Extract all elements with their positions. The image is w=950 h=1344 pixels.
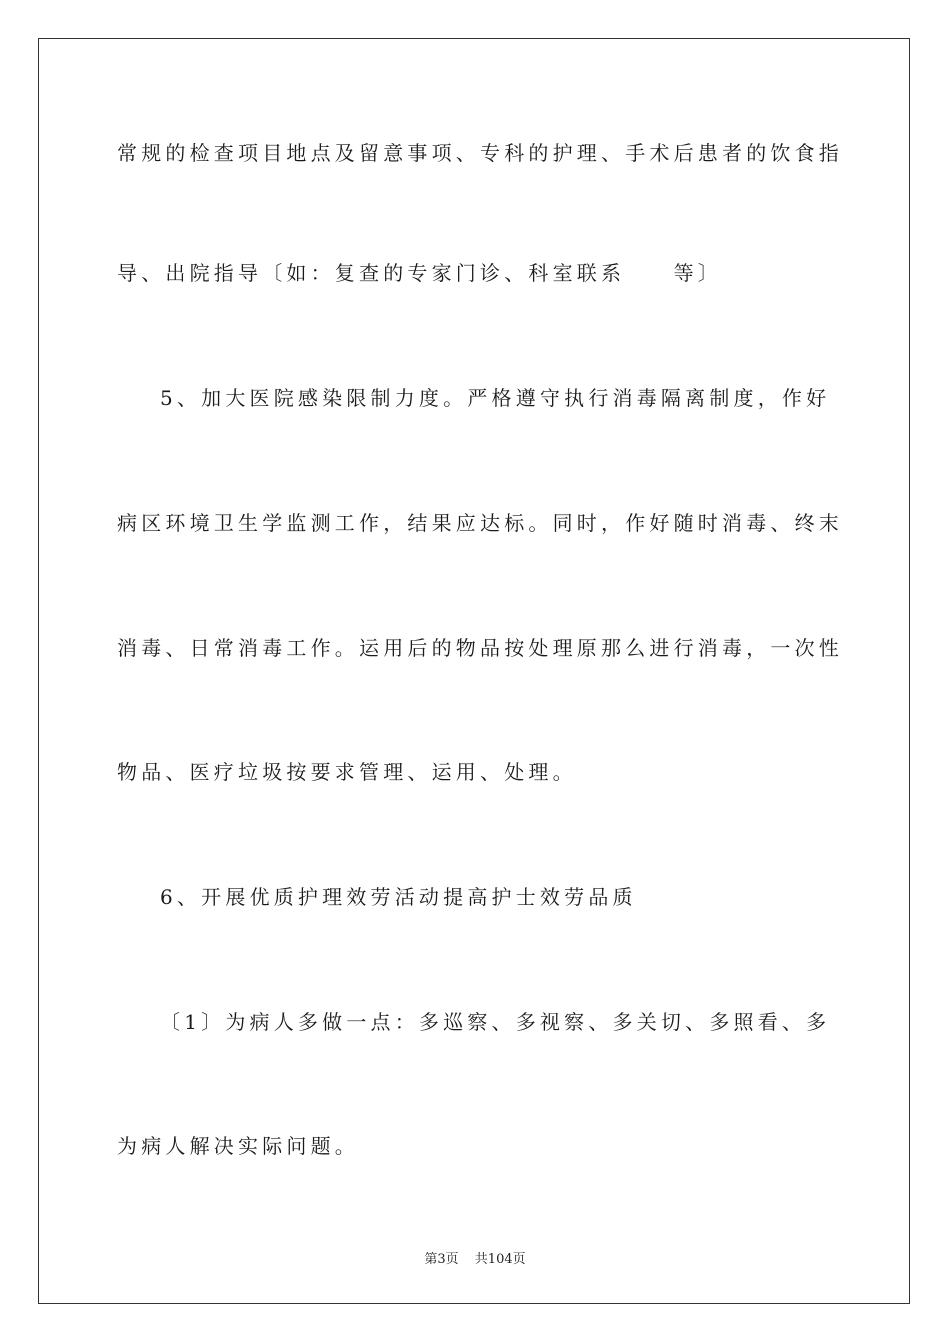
page-border xyxy=(38,38,910,1304)
page-number: 第3页 xyxy=(424,1252,459,1267)
page-footer xyxy=(0,1248,950,1267)
paragraph-line: 消毒、日常消毒工作。运用后的物品按处理原那么进行消毒，一次性 xyxy=(117,636,843,660)
paragraph-line: 导、出院指导〔如：复查的专家门诊、科室联系 等〕 xyxy=(117,261,722,285)
section-heading: 6、开展优质护理效劳活动提高护士效劳品质 xyxy=(160,885,637,909)
paragraph-line: 为病人解决实际问题。 xyxy=(117,1134,359,1158)
page-total: 共104页 xyxy=(474,1252,526,1267)
paragraph-line: 常规的检查项目地点及留意事项、专科的护理、手术后患者的饮食指 xyxy=(117,141,843,165)
paragraph-line: 〔1〕为病人多做一点：多巡察、多视察、多关切、多照看、多 xyxy=(160,1010,831,1034)
paragraph-line: 5、加大医院感染限制力度。严格遵守执行消毒隔离制度，作好 xyxy=(160,386,831,410)
paragraph-line: 病区环境卫生学监测工作，结果应达标。同时，作好随时消毒、终末 xyxy=(117,511,843,535)
paragraph-line: 物品、医疗垃圾按要求管理、运用、处理。 xyxy=(117,760,577,784)
